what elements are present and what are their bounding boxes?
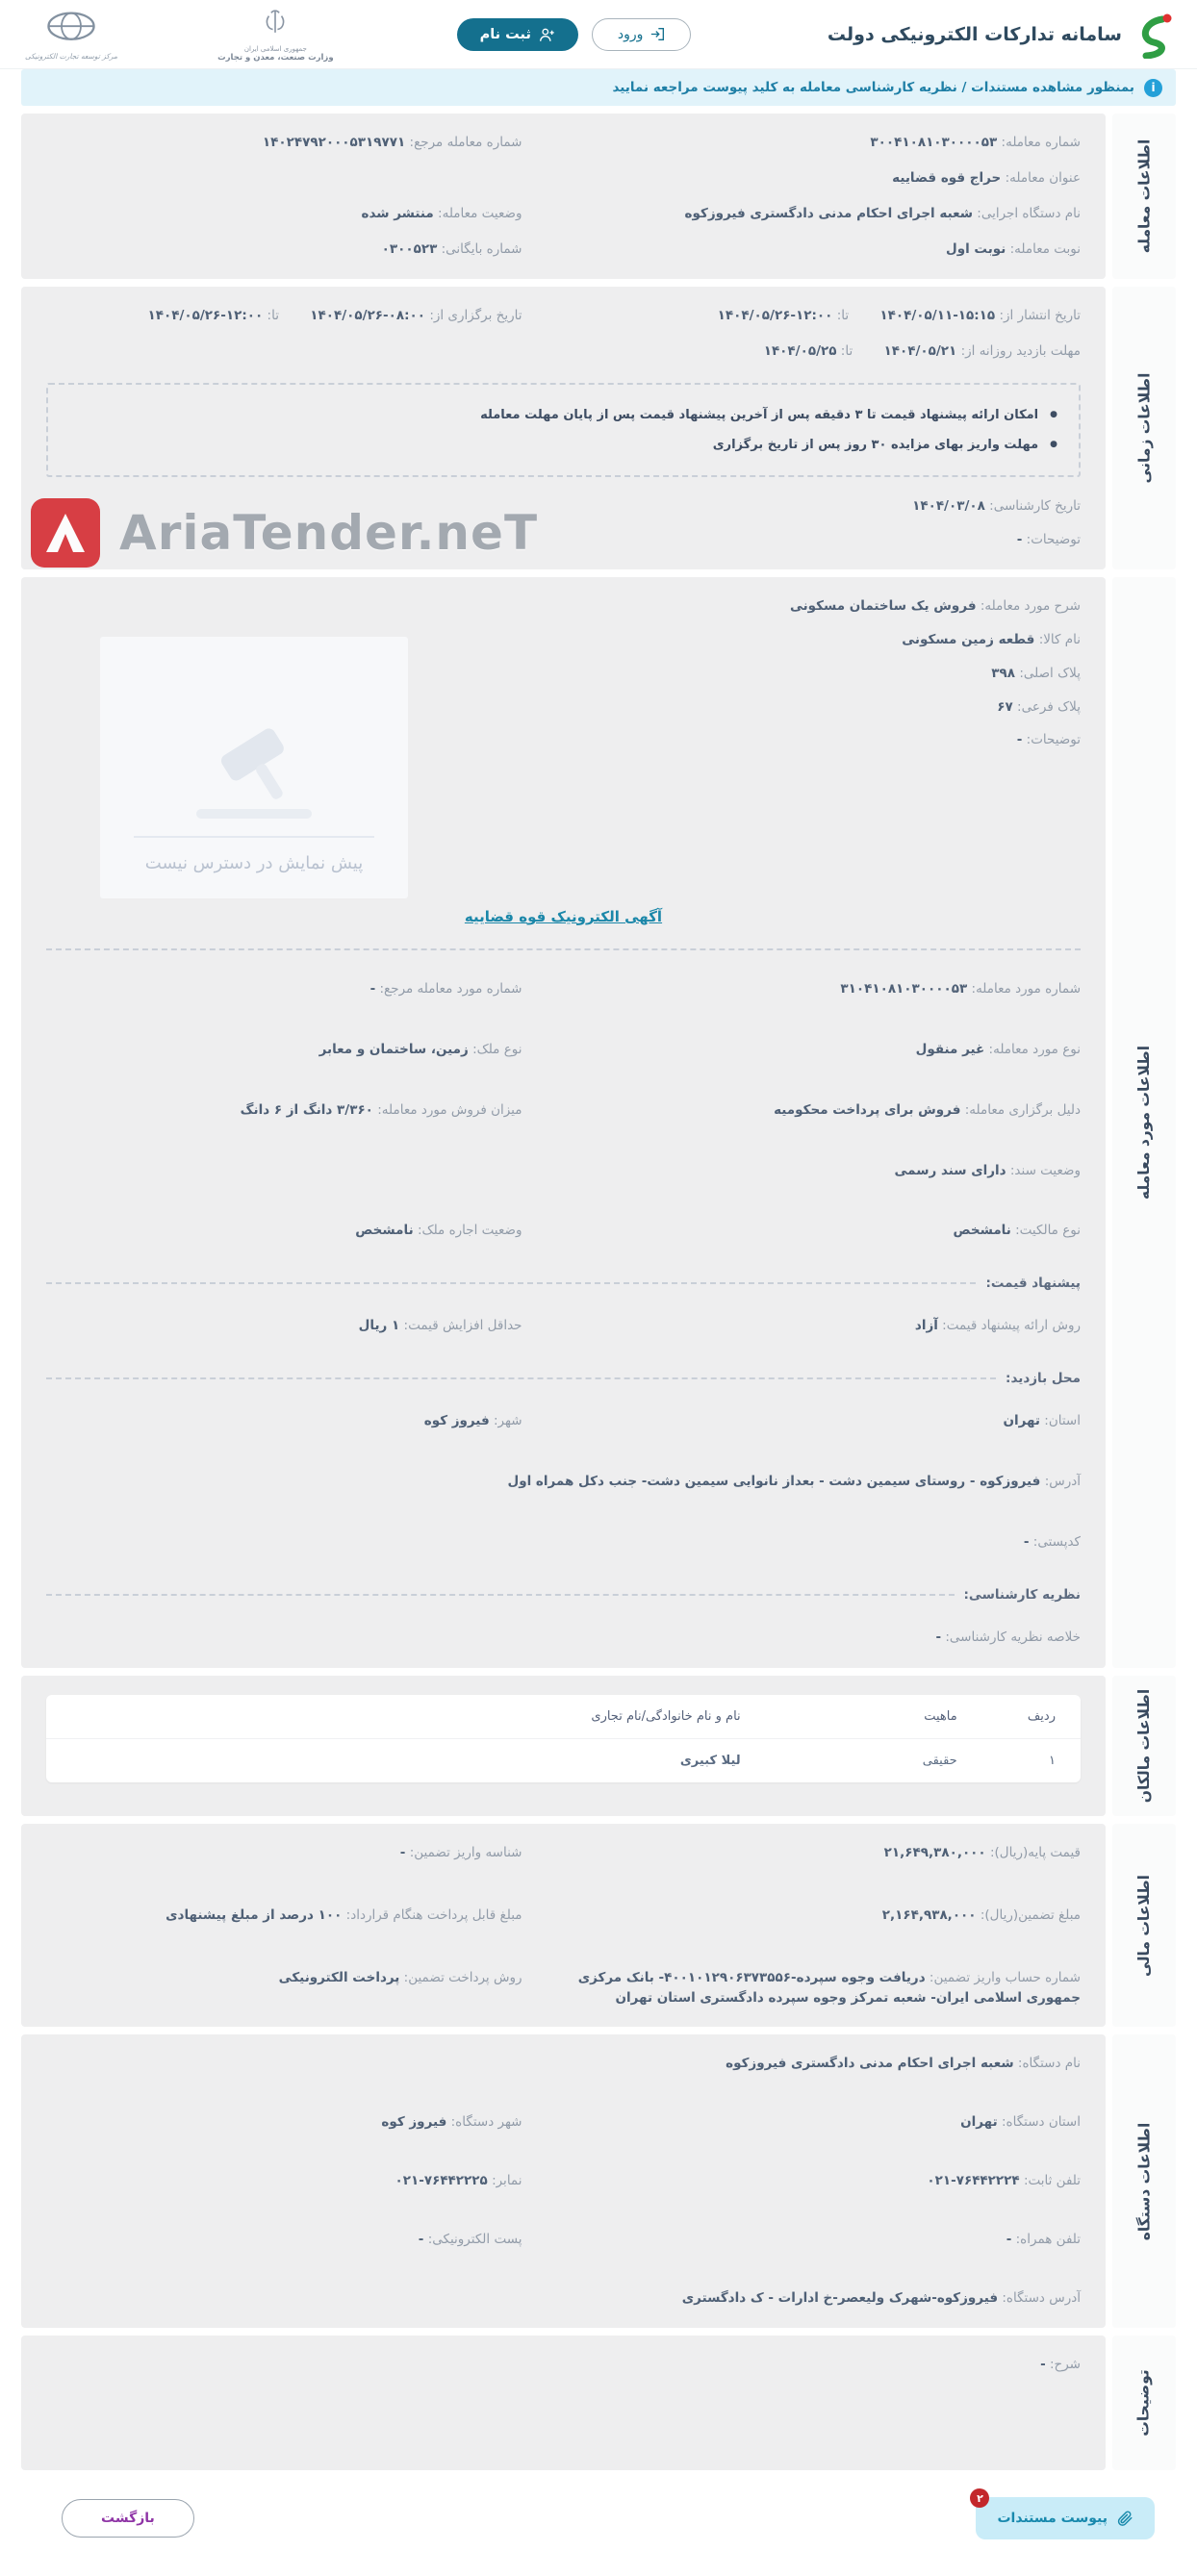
item-title-column [1112,577,1176,1668]
owner-nature: حقیقی [922,1753,957,1768]
judiciary-ad-link[interactable]: آگهی الکترونیک قوه قضاییه [464,907,663,925]
register-button[interactable] [457,18,578,51]
base-price: قیمت پایه(ریال): ۲۱,۶۴۹,۳۸۰,۰۰۰ [883,1844,1081,1860]
deal-exec-org: نام دستگاه اجرایی: شعبه اجرای احکام مدنی دادگستری فیروزکوه [684,205,1081,221]
section-remarks [21,2336,1176,2470]
min-price-increase: حداقل افزایش قیمت: ۱ ریال [358,1318,522,1334]
login-icon [650,27,665,41]
preview-unavailable-text: پیش نمایش در دسترس نیست [144,852,364,873]
remarks-title: توضیحات [1134,2369,1153,2437]
finance-title-column [1112,1824,1176,2028]
payable-at-contract: مبلغ قابل پرداخت هنگام قرارداد: ۱۰۰ درصد از مبلغ پیشنهادی [166,1907,522,1923]
timing-title: اطلاعات زمانی [1135,372,1153,484]
trade-center-caption: مرکز توسعه تجارت الکترونیکی [25,51,118,61]
login-button[interactable] [592,18,692,51]
sale-amount: میزان فروش مورد معامله: ۳/۳۶۰ دانگ از ۶ دانگ [240,1101,522,1118]
expert-opinion-summary: خلاصه نظریه کارشناسی: - [935,1629,1081,1646]
item-description: شرح مورد معامله: فروش یک ساختمان مسکونی [789,597,1081,614]
footer [0,2478,1197,2576]
visit-date-range: مهلت بازدید روزانه از: ۱۴۰۴/۰۵/۲۱ تا: ۱۴۰۴/۰۵/۲۵ [763,342,1081,359]
section-finance-info [21,1824,1176,2028]
timing-title-column [1112,287,1176,569]
user-plus-icon [539,27,555,42]
document-status: وضعیت سند: دارای سند رسمی [894,1162,1081,1178]
section-deal-info [21,114,1176,279]
deal-round: نوبت معامله: نوبت اول [945,240,1081,257]
finance-body [21,1824,1106,2028]
owners-title: اطلاعات مالکان [1135,1688,1153,1803]
timing-notes-box [46,383,1081,477]
notice-bar [21,69,1176,106]
visit-location-heading: محل بازدید: [46,1371,1081,1386]
ministry-caption-line2: وزارت صنعت، معدن و تجارت [217,53,334,63]
remarks-body [21,2336,1106,2470]
timing-note-1: ● امکان ارائه پیشنهاد قیمت تا ۳ دقیقه پس از آخرین پیشنهاد قیمت پس از پایان مهلت معامله [69,400,1057,430]
setad-home-link[interactable] [828,11,1176,59]
dashed-rule [46,1594,955,1596]
deal-info-body [21,114,1106,279]
item-number: شماره مورد معامله: ۳۱۰۴۱۰۸۱۰۳۰۰۰۰۵۳ [840,980,1081,997]
preview-divider [134,836,374,838]
dashed-rule [46,1282,976,1284]
org-address: آدرس دستگاه: فیروزکوه-شهرک ولیعصر-خ ادارات - ک دادگستری [681,2290,1081,2307]
image-preview-placeholder [100,637,408,898]
organization-title-column [1112,2034,1176,2328]
iran-emblem-icon [259,6,292,40]
org-mobile: تلفن همراه: - [1006,2232,1081,2248]
dashed-divider [46,948,1081,950]
province: استان: تهران [1003,1413,1081,1429]
col-nature: ماهیت [924,1708,957,1724]
item-type: نوع مورد معامله: غیر منقول [915,1041,1081,1057]
watermark-text: AriaTender.neT [119,505,539,561]
item-title: اطلاعات مورد معامله [1134,1045,1153,1200]
owners-body [21,1676,1106,1816]
price-offer-heading: پیشنهاد قیمت: [46,1275,1081,1291]
guarantee-account: شماره حساب واریز تضمین: دریافت وجوه سپرده-۴۰۰۱۰۱۲۹۰۶۳۷۳۵۵۶- بانک مرکزی جمهوری اسلامی ایران- شعبه تمرکز وجوه سپرده دادگستری استان تهران [577,1969,1081,2006]
deal-archive-number: شماره بایگانی: ۰۳۰۰۵۲۳ [381,240,522,257]
offer-method: روش ارائه پیشنهاد قیمت: آزاد [914,1318,1081,1334]
org-city: شهر دستگاه: فیروز کوه [381,2114,522,2131]
notice-text: بمنظور مشاهده مستندات / نظریه کارشناسی معامله به کلید پیوست مراجعه نمایید [612,80,1134,95]
empty-cell [46,341,522,362]
item-goods-name: نام کالا: قطعه زمین مسکونی [902,631,1081,647]
timing-description: توضیحات: - [1016,531,1081,547]
org-name: نام دستگاه: شعبه اجرای احکام مدنی دادگستری فیروزکوه [726,2056,1081,2072]
item-ref-number: شماره مورد معامله مرجع: - [369,980,522,997]
remarks-description: شرح: - [1040,2357,1081,2373]
organization-body [21,2034,1106,2328]
globe-icon [43,9,99,47]
ownership-type: نوع مالکیت: نامشخص [953,1223,1081,1239]
owner-name: لیلا کبیری [679,1753,741,1768]
city: شهر: فیروز کوه [423,1413,522,1429]
owners-table-header [46,1695,1081,1738]
guarantee-pay-method: روش پرداخت تضمین: پرداخت الکترونیکی [278,1969,522,1985]
back-button[interactable]: بازگشت [62,2499,194,2538]
item-notes: توضیحات: - [1016,732,1081,748]
deal-status: وضعیت معامله: منتشر شده [361,205,522,221]
section-item-info [21,577,1176,1668]
paperclip-icon [1116,2510,1133,2527]
attach-count-badge: ۲ [970,2488,989,2508]
gavel-icon [167,711,341,826]
organization-title: اطلاعات دستگاه [1134,2122,1153,2241]
ministry-logo [217,6,334,63]
estate-type: نوع ملک: زمین، ساختمان و معابر [318,1041,522,1057]
owners-table-row [46,1738,1081,1782]
info-icon [1144,79,1162,97]
deal-reason: دلیل برگزاری معامله: فروش برای پرداخت محکومیه [774,1101,1081,1118]
setad-logo-icon [1132,11,1176,59]
section-timing-info [21,287,1176,569]
empty-cell [46,168,522,189]
app-title: سامانه تدارکات الکترونیکی دولت [827,23,1122,45]
item-sub-plate: پلاک فرعی: ۶۷ [997,698,1081,715]
empty-cell [46,1161,522,1181]
timing-note-2: ● مهلت واریز بهای مزایده ۳۰ روز پس از تاریخ برگزاری [69,430,1057,460]
deal-title: عنوان معامله: حراج قوه قضاییه [892,169,1081,186]
held-date-range: تاریخ برگزاری از: ۱۴۰۴/۰۵/۲۶-۰۸:۰۰ تا: ۱۴۰۴/۰۵/۲۶-۱۲:۰۰ [147,307,522,323]
deposit-id: شناسه واریز تضمین: - [399,1844,522,1860]
dashed-rule [46,1377,996,1379]
section-organization-info [21,2034,1176,2328]
col-name: نام و نام خانوادگی/نام تجاری [591,1708,741,1724]
item-main-plate: پلاک اصلی: ۳۹۸ [991,665,1081,681]
finance-title: اطلاعات مالی [1134,1874,1153,1977]
expert-date: تاریخ کارشناسی: ۱۴۰۴/۰۳/۰۸ [912,497,1081,514]
attach-documents-button[interactable] [976,2491,1155,2539]
deal-ref-number: شماره معامله مرجع: ۱۴۰۲۴۷۹۲۰۰۰۵۳۱۹۷۷۱ [262,135,522,150]
register-label: ثبت نام [479,26,531,42]
deal-number: شماره معامله: ۳۰۰۴۱۰۸۱۰۳۰۰۰۰۵۳ [870,135,1081,150]
item-body [21,577,1106,1668]
org-phone: تلفن ثابت: ۰۲۱-۷۶۴۴۲۲۲۴ [927,2173,1081,2189]
org-email: پست الکترونیکی: - [418,2232,522,2248]
visit-address: آدرس: فیروزکوه - روستای سیمین دشت - بعداز نانوایی سیمین دشت- جنب دکل همراه اول [507,1474,1081,1490]
login-label: ورود [617,26,644,42]
attach-label: پیوست مستندات [997,2511,1108,2527]
expert-opinion-heading: نظریه کارشناسی: [46,1587,1081,1603]
postal-code: کدپستی: - [1023,1534,1081,1551]
deal-info-title: اطلاعات معامله [1135,139,1153,254]
col-row-number: ردیف [1027,1708,1056,1724]
guarantee-amount: مبلغ تضمین(ریال): ۲,۱۶۴,۹۳۸,۰۰۰ [881,1907,1081,1923]
trade-center-logo [25,9,117,61]
section-owners-info [21,1676,1176,1816]
remarks-title-column [1112,2336,1176,2470]
org-province: استان دستگاه: تهران [960,2114,1081,2131]
owner-row-number: ۱ [1049,1753,1056,1768]
deal-info-title-column [1112,114,1176,279]
rent-status: وضعیت اجاره ملک: نامشخص [355,1223,522,1239]
ministry-caption-line1: جمهوری اسلامی ایران [243,45,307,53]
header [0,0,1197,69]
org-fax: نمابر: ۰۲۱-۷۶۴۴۲۲۲۵ [395,2173,522,2189]
owners-title-column [1112,1676,1176,1816]
timing-body [21,287,1106,569]
publish-date-range: تاریخ انتشار از: ۱۴۰۴/۰۵/۱۱-۱۵:۱۵ تا: ۱۴۰۴/۰۵/۲۶-۱۲:۰۰ [717,307,1081,323]
owners-table [46,1695,1081,1782]
